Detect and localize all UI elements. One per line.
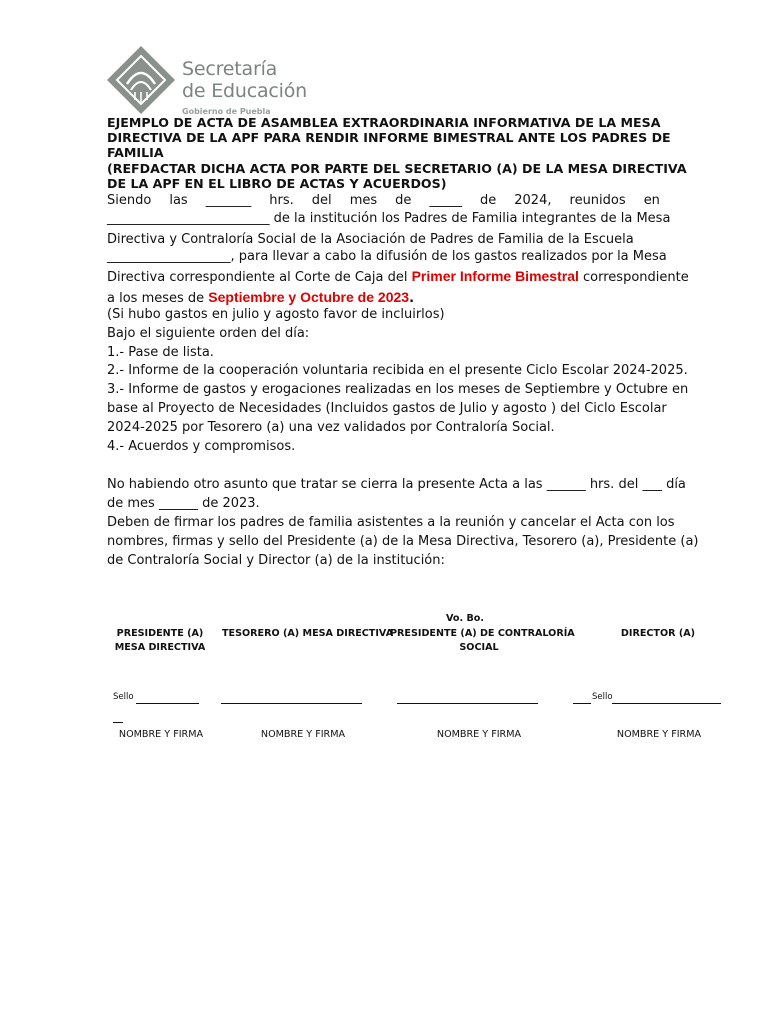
- word: de: [479, 193, 497, 208]
- name-and-signature-label: NOMBRE Y FIRMA: [118, 729, 204, 740]
- name-and-signature-label: NOMBRE Y FIRMA: [436, 729, 522, 740]
- text: Directiva correspondiente al Corte de Caja del: [107, 270, 412, 285]
- closing-line: de mes ______ de 2023.: [107, 496, 260, 511]
- signature-line-contraloria: [397, 703, 538, 704]
- word: mes: [349, 193, 378, 208]
- sello-label: Sello: [113, 692, 134, 702]
- paragraph-line-3: Directiva y Contraloría Social de la Asociación de Padres de Familia de la Escuela: [107, 232, 634, 247]
- paragraph-line-1: [107, 193, 660, 209]
- agenda-item: 4.- Acuerdos y compromisos.: [107, 439, 296, 454]
- sello-label: Sello: [592, 692, 613, 702]
- heading-line: SOCIAL: [459, 642, 499, 653]
- agenda-item: base al Proyecto de Necesidades (Incluidos gastos de Julio y agosto ) del Ciclo Escolar: [107, 401, 667, 416]
- word: _______: [205, 193, 252, 208]
- highlight-report-name: Primer Informe Bimestral: [411, 268, 579, 284]
- heading-line: DIRECTOR (A): [620, 628, 696, 639]
- doc-title-line-1: EJEMPLO DE ACTA DE ASAMBLEA EXTRAORDINARIA INFORMATIVA DE LA MESA: [107, 115, 661, 130]
- heading-line: PRESIDENTE (A): [116, 628, 204, 639]
- signature-line-president-cont: [113, 722, 123, 723]
- signature-line-director-pre: [573, 703, 591, 704]
- doc-title-line-3: FAMILIA: [107, 145, 164, 160]
- name-and-signature-label: NOMBRE Y FIRMA: [260, 729, 346, 740]
- word: de: [395, 193, 412, 208]
- signature-line-treasurer: [221, 703, 362, 704]
- highlight-months: Septiembre y Octubre de 2023: [208, 289, 410, 305]
- word: hrs.: [269, 193, 294, 208]
- logo-subtitle: Gobierno de Puebla: [182, 107, 271, 116]
- agenda-item: 2024-2025 por Tesorero (a) una vez validados por Contraloría Social.: [107, 420, 555, 435]
- doc-title-line-4: (REFDACTAR DICHA ACTA POR PARTE DEL SECRETARIO (A) DE LA MESA DIRECTIVA: [107, 161, 687, 176]
- name-and-signature-label: NOMBRE Y FIRMA: [616, 729, 702, 740]
- secretaria-educacion-logo-icon: [105, 44, 177, 116]
- word: 2024,: [514, 193, 552, 208]
- signature-heading-president: [100, 627, 220, 655]
- signature-heading-contraloria: [390, 627, 575, 655]
- text: correspondiente: [578, 270, 689, 285]
- word: del: [311, 193, 332, 208]
- word: Siendo: [107, 193, 152, 208]
- word: en: [643, 193, 660, 208]
- agenda-item: 2.- Informe de la cooperación voluntaria recibida en el presente Ciclo Escolar 2024-2025.: [107, 363, 688, 378]
- agenda-item: 1.- Pase de lista.: [107, 345, 214, 360]
- paragraph-line-4: ___________________, para llevar a cabo la difusión de los gastos realizados por la Mesa: [107, 249, 667, 264]
- word: las: [169, 193, 188, 208]
- heading-line: TESORERO (A) MESA DIRECTIVA: [222, 628, 394, 639]
- closing-line: nombres, firmas y sello del Presidente (a) de la Mesa Directiva, Tesorero (a), Presidente (a): [107, 534, 699, 549]
- paragraph-line-5: [107, 268, 689, 286]
- closing-line: No habiendo otro asunto que tratar se cierra la presente Acta a las ______ hrs. del ___ día: [107, 477, 686, 492]
- heading-line: PRESIDENTE (A) DE CONTRALORÍA: [390, 628, 575, 639]
- text: .: [409, 291, 415, 306]
- text: a los meses de: [107, 291, 209, 306]
- paragraph-line-2: _________________________ de la institución los Padres de Familia integrantes de la Mesa: [107, 211, 671, 226]
- signature-line-director: [612, 703, 721, 704]
- logo-line-2: de Educación: [182, 80, 307, 102]
- logo-line-1: Secretaría: [182, 58, 278, 80]
- closing-line: Deben de firmar los padres de familia asistentes a la reunión y cancelar el Acta con los: [107, 515, 675, 530]
- signature-heading-treasurer: [222, 627, 394, 641]
- doc-title-line-5: DE LA APF EN EL LIBRO DE ACTAS Y ACUERDOS): [107, 176, 447, 191]
- vobo-label: Vo. Bo.: [445, 613, 485, 624]
- signature-heading-director: [598, 627, 718, 641]
- agenda-intro: Bajo el siguiente orden del día:: [107, 326, 310, 341]
- word: reunidos: [569, 193, 626, 208]
- word: _____: [429, 193, 462, 208]
- note-text: (Si hubo gastos en julio y agosto favor de incluirlos): [107, 307, 445, 322]
- closing-line: de Contraloría Social y Director (a) de la institución:: [107, 553, 445, 568]
- doc-title-line-2: DIRECTIVA DE LA APF PARA RENDIR INFORME BIMESTRAL ANTE LOS PADRES DE: [107, 130, 671, 145]
- agenda-item: 3.- Informe de gastos y erogaciones realizadas en los meses de Septiembre y Octubre en: [107, 382, 689, 397]
- paragraph-line-6: [107, 289, 414, 307]
- heading-line: MESA DIRECTIVA: [114, 642, 206, 653]
- signature-line-president: [136, 703, 199, 704]
